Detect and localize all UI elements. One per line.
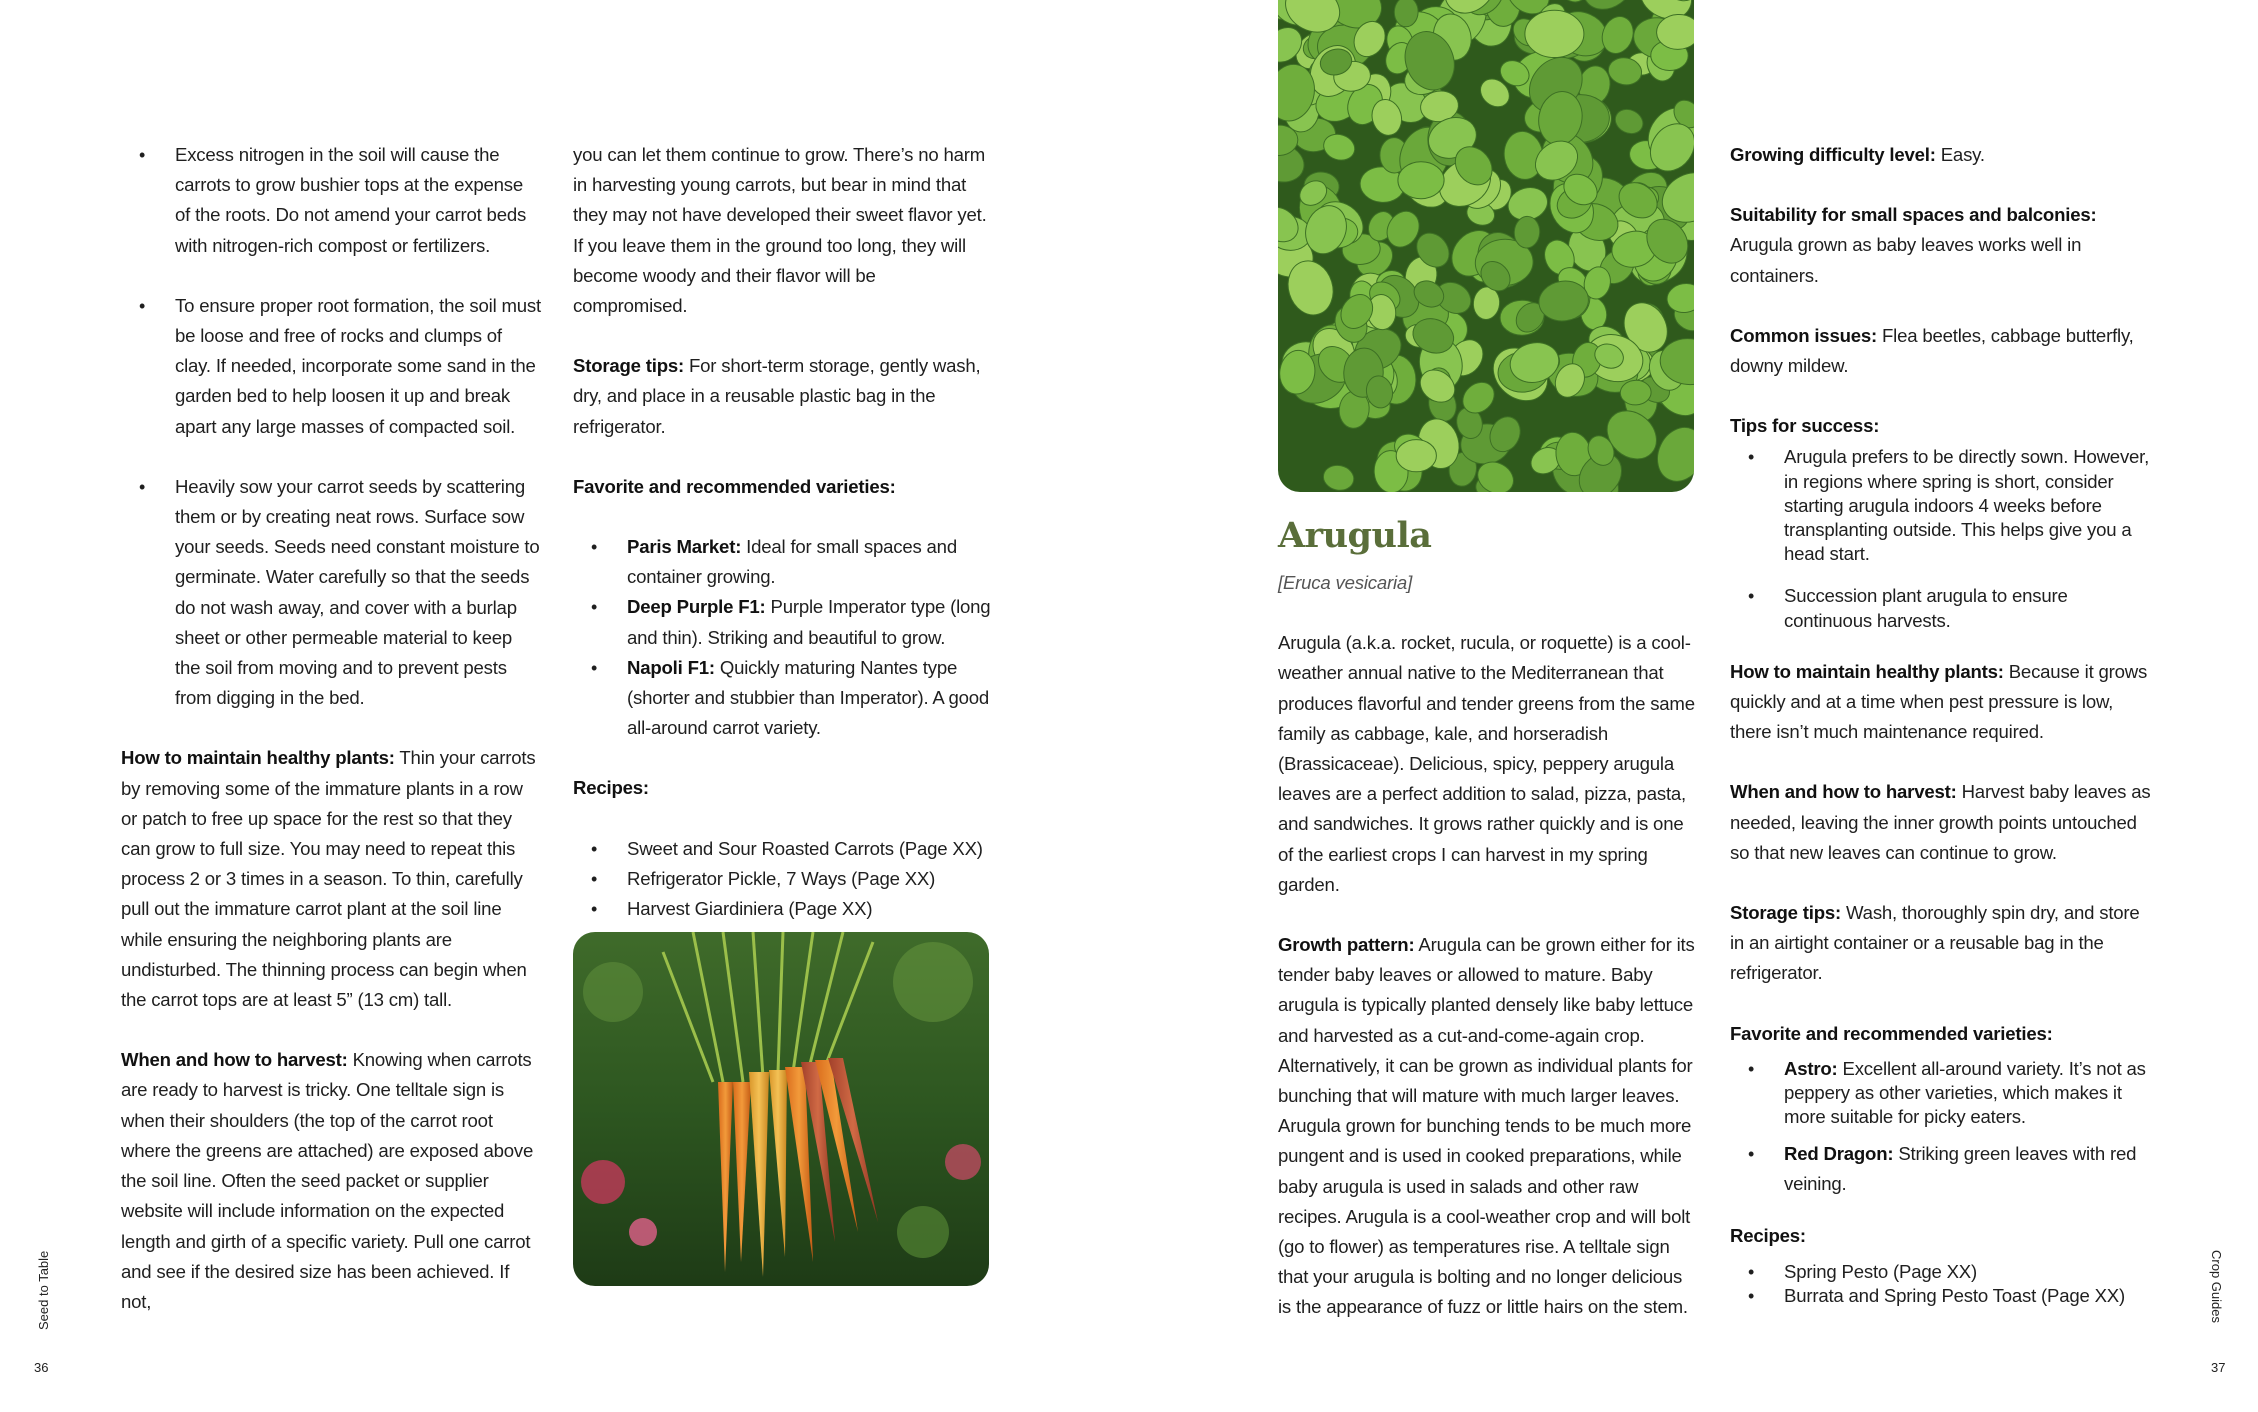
carrot-harvest-text: Knowing when carrots are ready to harvest is tricky. One telltale sign is when their shoulders (the top of the carrot root where the greens are attached) are exposed above the soil line. Often the seed packet or supplier website will include information on the expected length and girth of a specific variety. Pull one carrot and see if the desired size has been achieved. If not, [121, 1049, 534, 1312]
carrot-varieties-list [573, 532, 993, 743]
list-item: • Excess nitrogen in the soil will cause the carrots to grow bushier tops at the expense of the roots. Do not amend your carrot beds with nitrogen-rich compost or fertilizers. [121, 140, 541, 261]
issues-paragraph [1730, 321, 2156, 381]
issues-text: Flea beetles, cabbage butterfly, downy mildew. [1730, 324, 2134, 377]
column-4 [1730, 140, 2156, 1308]
arugula-storage-label: Storage tips: [1730, 902, 1842, 924]
tips-heading-text: Tips for success: [1730, 415, 1880, 437]
list-item: • Succession plant arugula to ensure continuous harvests. [1730, 584, 2156, 632]
arugula-varieties-heading [1730, 1019, 2156, 1049]
list-item [1730, 1139, 2156, 1199]
carrot-storage-label: Storage tips: [573, 355, 685, 377]
arugula-seedlings-photo [1278, 0, 1694, 492]
list-item: • To ensure proper root formation, the soil must be loose and free of rocks and clumps of clay. If needed, incorporate some sand in the garden bed to help loosen it up and break apart any large masses of compacted soil. [121, 291, 541, 442]
variety-name: Astro: [1784, 1057, 1838, 1079]
list-item: • Spring Pesto (Page XX) [1730, 1260, 2156, 1284]
difficulty-paragraph [1730, 140, 2156, 170]
carrot-storage-paragraph [573, 351, 993, 442]
arugula-growth-label: Growth pattern: [1278, 934, 1415, 956]
variety-text: Purple Imperator type (long and thin). Striking and beautiful to grow. [627, 596, 991, 648]
list-item: • Arugula prefers to be directly sown. However, in regions where spring is short, consider starting arugula indoors 4 weeks before transplanting outside. This helps give you a head start. [1730, 445, 2156, 566]
arugula-storage-paragraph [1730, 898, 2156, 989]
carrot-bunch-illustration [573, 932, 989, 1286]
carrot-growing-tips-list [121, 140, 541, 713]
carrot-varieties-heading [573, 472, 993, 502]
variety-name: Red Dragon: [1784, 1143, 1894, 1165]
carrot-recipes-heading-text: Recipes: [573, 777, 649, 799]
difficulty-text: Easy. [1935, 144, 1985, 165]
list-item [1730, 1057, 2156, 1130]
variety-text: Quickly maturing Nantes type (shorter and stubbier than Imperator). A good all-around carrot variety. [627, 656, 990, 739]
list-item [573, 653, 993, 744]
difficulty-label: Growing difficulty level: [1730, 144, 1936, 165]
left-page-number: 36 [34, 1360, 49, 1375]
list-item: • Burrata and Spring Pesto Toast (Page XX) [1730, 1284, 2156, 1308]
arugula-recipes-heading [1730, 1221, 2156, 1251]
list-item: • Harvest Giardiniera (Page XX) [573, 894, 993, 924]
arugula-maintain-label: How to maintain healthy plants: [1730, 660, 2004, 682]
column-1 [121, 140, 541, 1347]
arugula-maintain-text: Because it grows quickly and at a time when pest pressure is low, there isn’t much maintenance required. [1730, 660, 2148, 743]
right-running-head: Crop Guides [2209, 1250, 2224, 1323]
arugula-storage-text: Wash, thoroughly spin dry, and store in an airtight container or a reusable bag in the refrigerator. [1730, 902, 2140, 984]
arugula-leaves-illustration [1278, 0, 1694, 492]
suitability-text: Arugula grown as baby leaves works well in containers. [1730, 234, 2082, 286]
carrot-recipes-list [573, 834, 993, 925]
left-running-head: Seed to Table [36, 1250, 51, 1330]
carrot-maintain-paragraph [121, 743, 541, 1015]
carrot-recipes-heading [573, 773, 993, 803]
arugula-varieties-list [1730, 1057, 2156, 1200]
list-item [573, 592, 993, 652]
arugula-recipes-heading-text: Recipes: [1730, 1225, 1806, 1247]
carrot-maintain-label: How to maintain healthy plants: [121, 747, 395, 769]
variety-name: Deep Purple F1: [627, 596, 766, 618]
crop-title: Arugula [1278, 515, 1432, 556]
variety-text: Excellent all-around variety. It’s not as peppery as other varieties, which makes it more suitable for picky eaters. [1784, 1057, 2146, 1128]
list-item: • Heavily sow your carrot seeds by scattering them or by creating neat rows. Surface sow your seeds. Seeds need constant moisture to germinate. Water carefully so that the seeds do not wash away, and cover with a burlap sheet or other permeable material to keep the soil from moving and to prevent pests from digging in the bed. [121, 472, 541, 714]
leaf-shape [1396, 440, 1436, 472]
right-page-number: 37 [2211, 1360, 2226, 1375]
issues-label: Common issues: [1730, 324, 1878, 346]
tips-heading [1730, 411, 2156, 441]
list-item: • Refrigerator Pickle, 7 Ways (Page XX) [573, 864, 993, 894]
carrot-storage-text: For short-term storage, gently wash, dry, and place in a reusable plastic bag in the refrigerator. [573, 355, 981, 437]
arugula-harvest-text: Harvest baby leaves as needed, leaving the inner growth points untouched so that new leaves can continue to grow. [1730, 781, 2151, 863]
arugula-harvest-label: When and how to harvest: [1730, 781, 1957, 803]
arugula-intro-paragraph: Arugula (a.k.a. rocket, rucula, or roquette) is a cool-weather annual native to the Mediterranean that produces flavorful and tender greens from the same family as cabbage, kale, and horseradish (Brassicaceae). Delicious, spicy, peppery arugula leaves are a perfect addition to salad, pizza, pasta, and sandwiches. It grows rather quickly and is one of the earliest crops I can harvest in my spring garden. [1278, 632, 1695, 895]
list-item [573, 532, 993, 592]
suitability-label: Suitability for small spaces and balconies: [1730, 204, 2097, 226]
arugula-varieties-heading-text: Favorite and recommended varieties: [1730, 1022, 2053, 1044]
carrot-maintain-text: Thin your carrots by removing some of the immature plants in a row or patch to free up space for the rest so that they can grow to full size. You may need to repeat this process 2 or 3 times in a season. To thin, carefully pull out the immature carrot plant at the soil line while ensuring the neighboring plants are undisturbed. The thinning process can begin when the carrot tops are at least 5” (13 cm) tall. [121, 747, 536, 1011]
arugula-growth-paragraph [1278, 930, 1698, 1323]
variety-text: Ideal for small spaces and container growing. [627, 536, 957, 588]
arugula-harvest-paragraph [1730, 777, 2156, 868]
carrot-bunch-photo [573, 932, 989, 1286]
list-item: • Sweet and Sour Roasted Carrots (Page XX) [573, 834, 993, 864]
column-2 [573, 140, 993, 954]
carrot-harvest-label: When and how to harvest: [121, 1049, 348, 1071]
arugula-maintain-paragraph [1730, 657, 2156, 748]
latin-name: [Eruca vesicaria] [1278, 572, 1413, 593]
variety-text: Striking green leaves with red veining. [1784, 1143, 2137, 1195]
tips-list [1730, 445, 2156, 632]
column-3 [1278, 516, 1698, 1353]
variety-name: Paris Market: [627, 536, 742, 558]
carrot-varieties-heading-text: Favorite and recommended varieties: [573, 475, 896, 497]
carrot-continued-paragraph: you can let them continue to grow. There’s no harm in harvesting young carrots, but bear in mind that they may not have developed their sweet flavor yet. If you leave them in the ground too long, they will become woody and their flavor will be compromised. [573, 144, 987, 317]
leaf-shape [1525, 10, 1584, 57]
leaf-shape [1398, 161, 1445, 199]
carrot-harvest-paragraph [121, 1045, 541, 1317]
arugula-recipes-list [1730, 1260, 2156, 1308]
suitability-paragraph [1730, 200, 2156, 291]
variety-name: Napoli F1: [627, 656, 715, 678]
arugula-growth-text: Arugula can be grown either for its tender baby leaves or allowed to mature. Baby arugula is typically planted densely like baby lettuce and harvested as a cut-and-come-again crop. Alternatively, it can be grown as individual plants for bunching that will mature with much larger leaves. Arugula grown for bunching tends to be much more pungent and is used in cooked preparations, while baby arugula is used in salads and other raw recipes. Arugula is a cool-weather crop and will bolt (go to flower) as temperatures rise. A telltale sign that your arugula is bolting and no longer delicious is the appearance of fuzz or little hairs on the stem. [1278, 934, 1695, 1318]
